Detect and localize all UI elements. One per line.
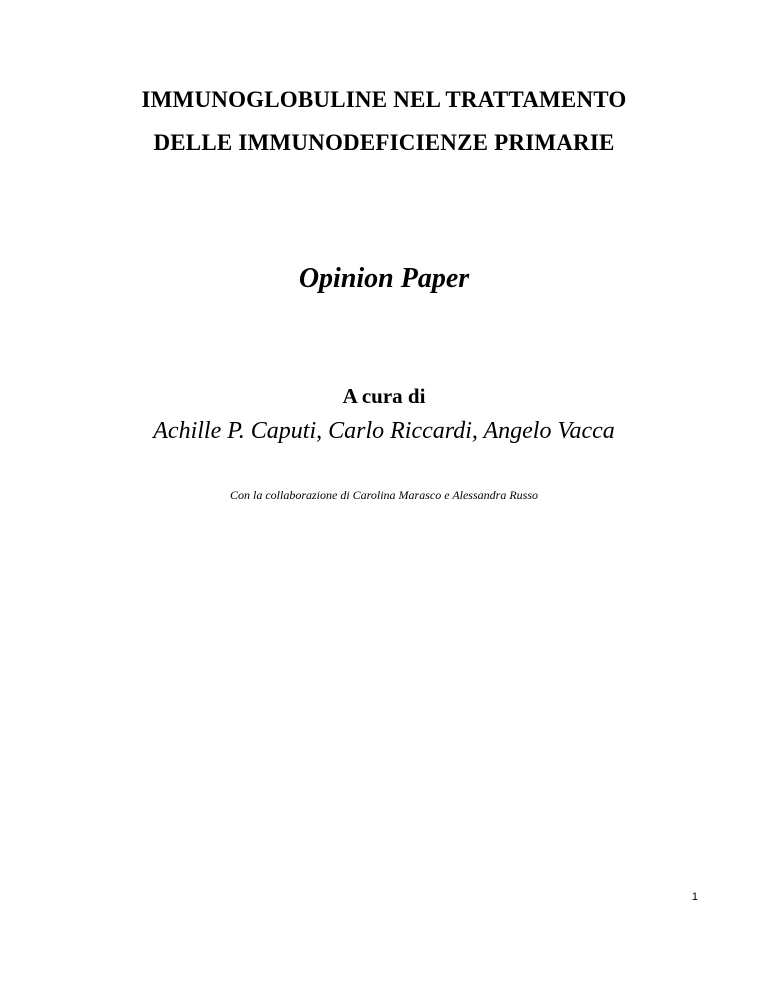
- curator-label: A cura di: [342, 384, 426, 408]
- subtitle: Opinion Paper: [298, 263, 470, 294]
- page-number: 1: [691, 891, 698, 903]
- collaboration-note: Con la collaborazione di Carolina Marasco e Alessandra Russo: [229, 488, 538, 502]
- title-line-1: IMMUNOGLOBULINE NEL TRATTAMENTO: [141, 87, 627, 112]
- title-line-2: DELLE IMMUNODEFICIENZE PRIMARIE: [153, 130, 615, 155]
- authors: Achille P. Caputi, Carlo Riccardi, Angelo Vacca: [153, 418, 615, 444]
